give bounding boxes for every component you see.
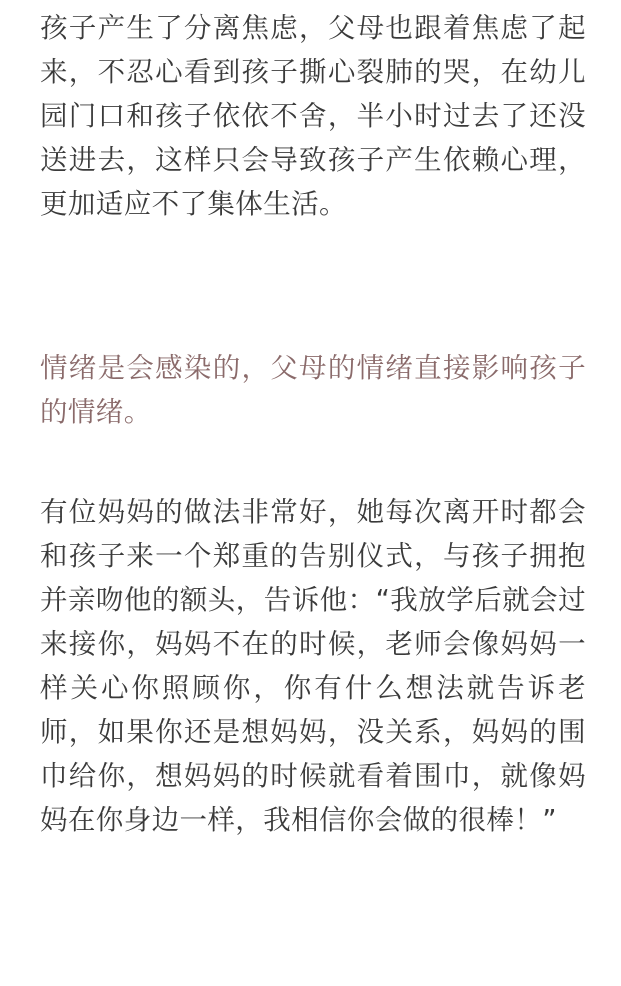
paragraph-emotion-highlight: 情绪是会感染的，父母的情绪直接影响孩子的情绪。 <box>40 352 586 428</box>
paragraph-separation-anxiety: 孩子产生了分离焦虑，父母也跟着焦虑了起来，不忍心看到孩子撕心裂肺的哭，在幼儿园门口和孩子依依不舍，半小时过去了还没送进去，这样只会导致孩子产生依赖心理，更加适应不了集体生活。 <box>40 12 586 220</box>
paragraph-mother-example: 有位妈妈的做法非常好，她每次离开时都会和孩子来一个郑重的告别仪式，与孩子拥抱并亲吻他的额头，告诉他：“我放学后就会过来接你，妈妈不在的时候，老师会像妈妈一样关心你照顾你，你有什么想法就告诉老师，如果你还是想妈妈，没关系，妈妈的围巾给你，想妈妈的时候就看着围巾，就像妈妈在你身边一样，我相信你会做的很棒！” <box>40 496 586 836</box>
